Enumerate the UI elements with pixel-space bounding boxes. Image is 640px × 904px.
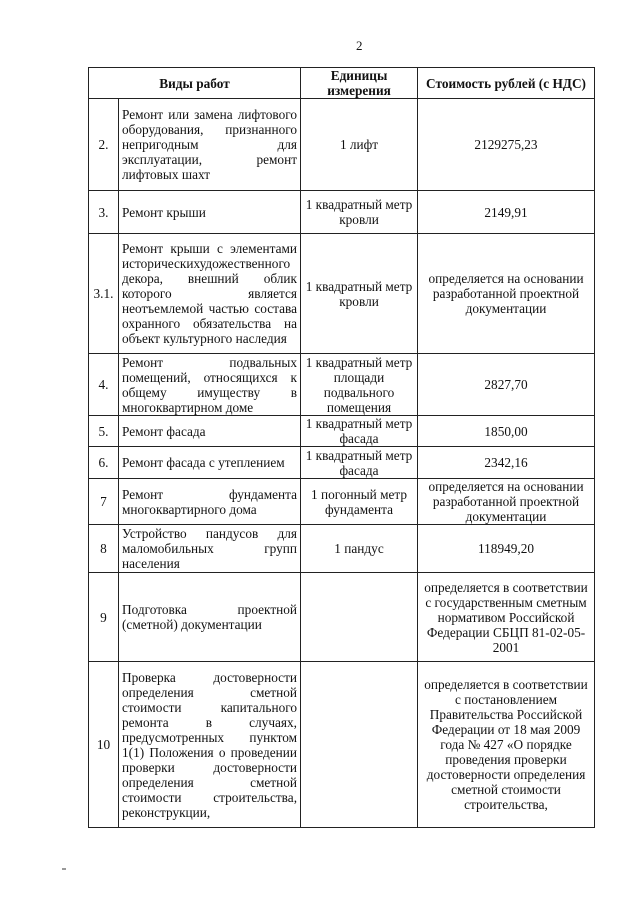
row-number: 2. [89, 99, 119, 191]
cost-cell: определяется в соответствии с постановлением Правительства Российской Федерации от 18 мая 2009 года № 427 «О порядке проведения проверки достоверности определения сметной стоимости строительства, [418, 662, 595, 828]
table-row [89, 191, 595, 234]
table-row [89, 416, 595, 447]
unit-cell: 1 квадратный метр фасада [301, 416, 418, 447]
work-type-cell: Ремонт фасада с утеплением [119, 447, 301, 479]
table-row [89, 662, 595, 828]
unit-cell: 1 квадратный метр кровли [301, 191, 418, 234]
row-number: 4. [89, 354, 119, 416]
work-type-cell: Подготовка проектной (сметной) документации [119, 573, 301, 662]
unit-cell: 1 погонный метр фундамента [301, 479, 418, 525]
header-cost: Стоимость рублей (с НДС) [418, 68, 595, 99]
work-type-cell: Устройство пандусов для маломобильных групп населения [119, 525, 301, 573]
work-type-cell: Ремонт крыши с элементами историческихудожественного декора, внешний облик которого является неотъемлемой частью состава охранного обязательства на объект культурного наследия [119, 234, 301, 354]
row-number: 3. [89, 191, 119, 234]
table-row [89, 479, 595, 525]
scan-artifact [62, 868, 66, 870]
cost-cell: определяется на основании разработанной проектной документации [418, 234, 595, 354]
header-work-type: Виды работ [89, 68, 301, 99]
cost-cell: 2149,91 [418, 191, 595, 234]
unit-cell: 1 квадратный метр фасада [301, 447, 418, 479]
row-number: 9 [89, 573, 119, 662]
cost-cell: 1850,00 [418, 416, 595, 447]
table-row [89, 447, 595, 479]
unit-cell: 1 квадратный метр площади подвального помещения [301, 354, 418, 416]
table-row [89, 234, 595, 354]
row-number: 10 [89, 662, 119, 828]
work-type-cell: Ремонт фундамента многоквартирного дома [119, 479, 301, 525]
row-number: 8 [89, 525, 119, 573]
work-type-cell: Ремонт фасада [119, 416, 301, 447]
cost-cell: 2342,16 [418, 447, 595, 479]
unit-cell: 1 квадратный метр кровли [301, 234, 418, 354]
unit-cell [301, 662, 418, 828]
cost-cell: 2129275,23 [418, 99, 595, 191]
unit-cell: 1 пандус [301, 525, 418, 573]
page-number: 2 [356, 38, 363, 53]
unit-cell: 1 лифт [301, 99, 418, 191]
cost-cell: 118949,20 [418, 525, 595, 573]
unit-cell [301, 573, 418, 662]
work-type-cell: Ремонт крыши [119, 191, 301, 234]
table-row [89, 99, 595, 191]
row-number: 3.1. [89, 234, 119, 354]
cost-cell: определяется на основании разработанной проектной документации [418, 479, 595, 525]
table-row [89, 354, 595, 416]
row-number: 6. [89, 447, 119, 479]
work-type-cell: Проверка достоверности определения сметной стоимости капитального ремонта в случаях, предусмотренных пунктом 1(1) Положения о проведении проверки достоверности определения сметной стоимости строительства, реконструкции, [119, 662, 301, 828]
work-type-cell: Ремонт или замена лифтового оборудования, признанного непригодным для эксплуатации, ремонт лифтовых шахт [119, 99, 301, 191]
works-cost-table [88, 67, 595, 828]
table-row [89, 573, 595, 662]
table-row [89, 525, 595, 573]
work-type-cell: Ремонт подвальных помещений, относящихся к общему имуществу в многоквартирном доме [119, 354, 301, 416]
cost-cell: определяется в соответствии с государственным сметным нормативом Российской Федерации СБЦП 81-02-05-2001 [418, 573, 595, 662]
row-number: 5. [89, 416, 119, 447]
table-header-row [89, 68, 595, 99]
row-number: 7 [89, 479, 119, 525]
header-unit: Единицы измерения [301, 68, 418, 99]
cost-cell: 2827,70 [418, 354, 595, 416]
